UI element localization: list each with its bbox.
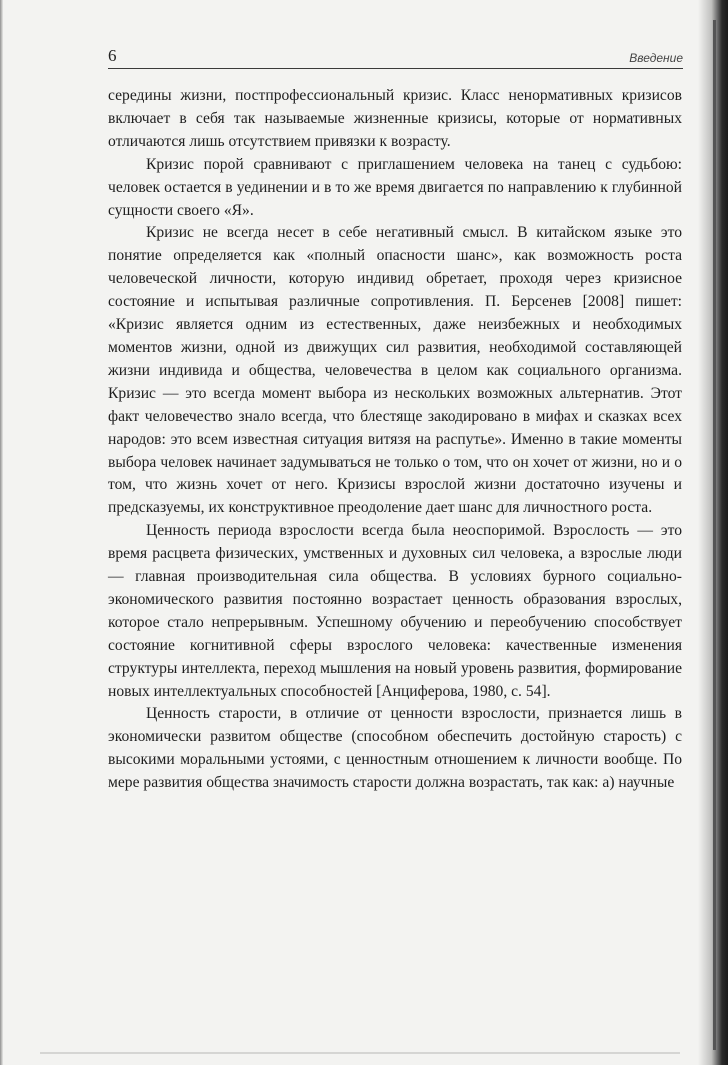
running-head: Введение [629,51,683,65]
paragraph: Кризис не всегда несет в себе негативный смысл. В китайском языке это понятие определяется как «полный опасности шанс», как возможность роста человеческой личности, которую индивид обретает, проходя через кризисное состояние и испытывая различные сопротивления. П. Берсенев [2008] пишет: «Кризис является одним из естественных, даже неизбежных и необходимых моментов жизни, одной из движущих сил развития, необходимой составляющей жизни индивида и общества, человечества в целом как социального организма. Кризис — это всегда момент выбора из нескольких возможных альтернатив. Этот факт человечество знало всегда, что блестяще закодировано в мифах и сказках всех народов: это всем известная ситуация витязя на распутье». Именно в такие моменты выбора человек начинает задумываться не только о том, что он хочет от жизни, но и о том, что жизнь хочет от него. Кризисы взрослой жизни достаточно изучены и предсказуемы, их конструктивное преодоление дает шанс для личностного роста. [108,224,682,517]
paragraph: середины жизни, постпрофессиональный кризис. Класс ненормативных кризисов включает в себя так называемые жизненные кризисы, которые от нормативных отличаются лишь отсутствием привязки к возрасту. [108,87,682,150]
binding-line [713,20,716,1050]
body-text [108,85,682,795]
page-bottom-edge [40,1052,680,1054]
page-left-edge [0,0,3,1065]
paragraph: Кризис порой сравнивают с приглашением человека на танец с судьбою: человек остается в уединении и в то же время двигается по направлению к глубинной сущности своего «Я». [108,155,682,219]
page-header [108,44,683,69]
paragraph: Ценность старости, в отличие от ценности взрослости, признается лишь в экономически развитом обществе (способном обеспечить достойную старость) с высокими моральными устоями, с ценностным отношением к личности вообще. По мере развития общества значимость старости должна возрастать, так как: а) научные [108,705,682,792]
paragraph: Ценность периода взрослости всегда была неоспоримой. Взрослость — это время расцвета физических, умственных и духовных сил человека, а взрослые люди — главная производительная сила общества. В условиях бурного социально-экономического развития постоянно возрастает ценность образования взрослых, которое стало непрерывным. Успешному обучению и переобучению способствует состояние когнитивной сферы взрослого человека: качественные изменения структуры интеллекта, переход мышления на новый уровень развития, формирование новых интеллектуальных способностей [Анциферова, 1980, с. 54]. [108,522,682,700]
page-number: 6 [108,46,117,65]
